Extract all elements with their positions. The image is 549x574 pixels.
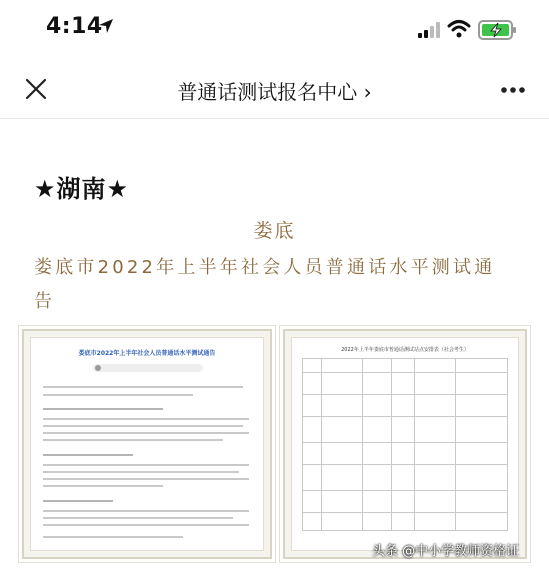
status-bar bbox=[0, 0, 549, 62]
nav-bar bbox=[0, 62, 549, 119]
notice-document-image[interactable] bbox=[22, 329, 272, 559]
watermark: 头条 @中小学教师资格证 bbox=[372, 544, 520, 559]
page-title[interactable]: 普通话测试报名中心 › bbox=[177, 80, 372, 104]
province-heading: ★湖南★ bbox=[34, 175, 130, 203]
audio-player-bar bbox=[93, 364, 203, 372]
article-content bbox=[0, 119, 549, 574]
status-time: 4:14 bbox=[46, 14, 103, 39]
schedule-table bbox=[302, 358, 508, 531]
cellular-signal-icon bbox=[418, 22, 442, 38]
notice-document-title: 娄底市2022年上半年社会人员普通话水平测试通告 bbox=[78, 350, 216, 357]
more-options-icon[interactable] bbox=[500, 86, 526, 94]
schedule-table-image[interactable] bbox=[283, 329, 527, 559]
schedule-table-title: 2022年上半年娄底市普通话测试站点安排表（社会考生） bbox=[341, 347, 469, 353]
battery-charging-icon bbox=[478, 20, 518, 40]
wifi-icon bbox=[447, 19, 471, 39]
city-heading: 娄底 bbox=[253, 220, 296, 242]
article-headline: 娄底市2022年上半年社会人员普通话水平测试通告 bbox=[34, 257, 496, 312]
location-arrow-icon bbox=[98, 18, 114, 34]
